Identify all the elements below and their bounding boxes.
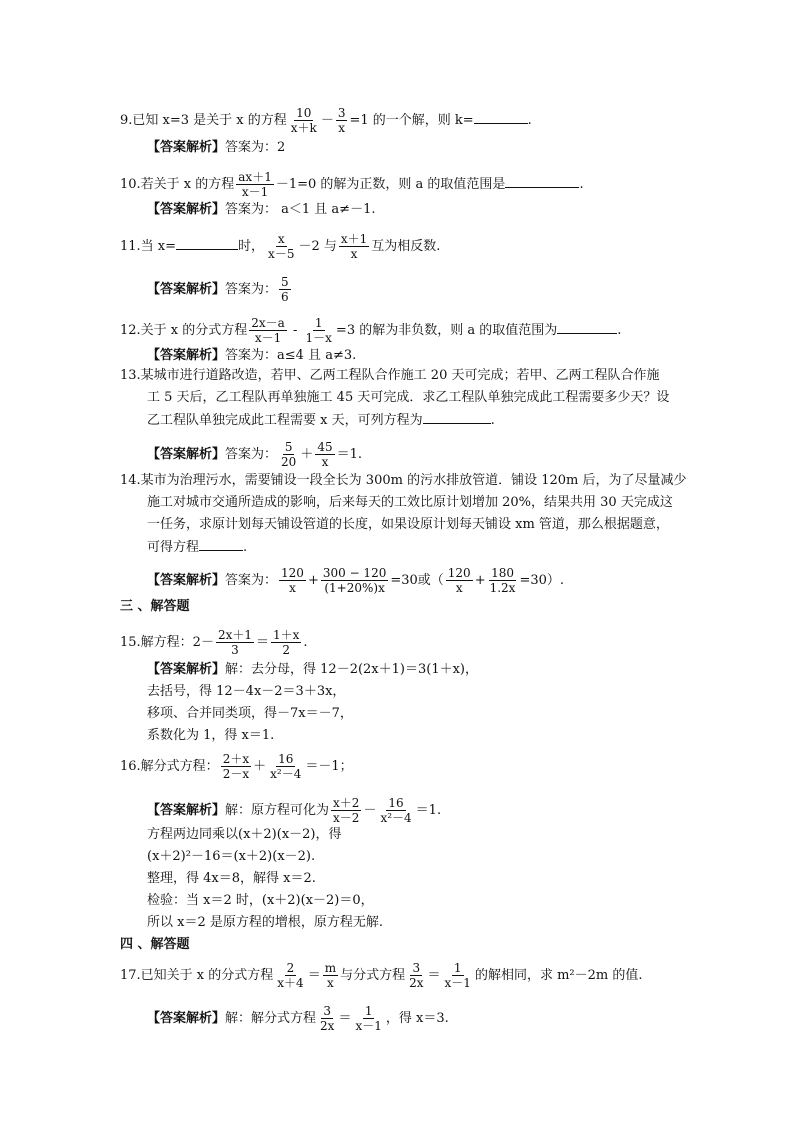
question-14-line-3: 一任务，求原计划每天铺设管道的长度，如果设原计划每天铺设 xm 管道，那么根据题意， — [147, 517, 669, 532]
question-13-line-3: 乙工程队单独完成此工程需要 x 天，可列方程为 . — [147, 413, 495, 428]
answer-label: 【答案解析】 — [147, 348, 226, 363]
answer-label: 【答案解析】 — [147, 803, 226, 818]
q17-fraction-1: $\frac{2}{x+4}$ — [277, 961, 304, 990]
question-15: 15.解方程：2－ $\frac{2x+1}{3}$ ＝ $\frac{1+x}{2}$ . — [120, 628, 308, 657]
answer-16-line-3: (x＋2)²－16＝(x＋2)(x－2). — [147, 849, 316, 864]
answer-label: 【答案解析】 — [147, 1011, 226, 1026]
a14-fraction-4: $\frac{180}{1.2x}$ — [489, 566, 516, 595]
question-11: 11.当 x= 时， $\frac{x}{x-5}$ －2 与 $\frac{x+1}{x}$ 互为相反数. — [120, 232, 441, 261]
a13-fraction-1: $\frac{5}{20}$ — [281, 440, 297, 469]
q17-fraction-4: $\frac{1}{x-1}$ — [444, 961, 471, 990]
q11-fraction-2: $\frac{x+1}{x}$ — [340, 232, 368, 261]
q10-fraction: $\frac{ax+1}{x-1}$ — [238, 170, 272, 199]
answer-label: 【答案解析】 — [147, 447, 226, 462]
section-4-heading: 四 、解答题 — [120, 937, 190, 952]
a13-fraction-2: $\frac{45}{x}$ — [317, 440, 333, 469]
question-13-line-1: 13.某城市进行道路改造，若甲、乙两工程队合作施工 20 天可完成；若甲、乙两工程队合作施 — [120, 368, 660, 383]
answer-label: 【答案解析】 — [147, 662, 226, 677]
answer-16-line-2: 方程两边同乘以(x＋2)(x－2)，得 — [147, 827, 342, 842]
a14-fraction-1: $\frac{120}{x}$ — [281, 566, 304, 595]
question-10: 10.若关于 x 的方程 $\frac{ax+1}{x-1}$ －1=0 的解为正数，则 a 的取值范围是 . — [120, 170, 584, 199]
q17-fraction-3: $\frac{3}{2x}$ — [409, 961, 424, 990]
answer-blank — [423, 411, 491, 424]
answer-15-line-3: 移项、合并同类项，得－7x＝－7， — [147, 706, 353, 721]
answer-15-line-2: 去括号，得 12－4x－2＝3＋3x， — [147, 684, 346, 699]
q16-fraction-2: $\frac{16}{\text{x²－4}}$ — [270, 752, 302, 781]
q11-fraction-1: $\frac{x}{x-5}$ — [268, 232, 295, 261]
answer-blank — [474, 111, 528, 124]
answer-16-line-1: 【答案解析】解：原方程可化为 $\frac{x+2}{x-2}$ － $\frac{16}{\text{x²－4}}$ ＝1. — [147, 796, 442, 825]
answer-blank — [505, 175, 579, 188]
q12-fraction-2: $\frac{1}{1-x}$ — [305, 316, 332, 345]
question-14-line-4: 可得方程 . — [147, 540, 248, 555]
q9-text: 9.已知 x=3 是关于 x 的方程 — [120, 113, 287, 128]
answer-16-line-4: 整理，得 4x＝8，解得 x＝2. — [147, 871, 316, 886]
answer-11: 【答案解析】答案为： $\frac{5}{6}$ — [147, 275, 289, 304]
answer-10: 【答案解析】答案为： a＜1 且 a≠－1. — [147, 202, 376, 217]
question-13-line-2: 工 5 天后，乙工程队再单独施工 45 天可完成．求乙工程队单独完成此工程需要多少天？设 — [147, 390, 670, 405]
answer-blank — [199, 538, 243, 551]
answer-17: 【答案解析】解：解分式方程 $\frac{3}{2x}$ ＝ $\frac{1}{x-1}$ ，得 x＝3. — [147, 1004, 449, 1033]
a16-fraction-2: $\frac{16}{\text{x²－4}}$ — [380, 796, 412, 825]
answer-label: 【答案解析】 — [147, 140, 226, 155]
a11-fraction: $\frac{5}{6}$ — [281, 275, 289, 304]
answer-16-line-5: 检验：当 x＝2 时，(x＋2)(x－2)＝0， — [147, 893, 374, 908]
a17-fraction-1: $\frac{3}{2x}$ — [320, 1004, 335, 1033]
q17-fraction-2: $\frac{m}{x}$ — [324, 961, 337, 990]
question-12: 12.关于 x 的分式方程 $\frac{2x-a}{x-1}$ - $\frac{1}{1-x}$ =3 的解为非负数，则 a 的取值范围为 . — [120, 316, 622, 345]
question-17: 17.已知关于 x 的分式方程 $\frac{2}{x+4}$ ＝ $\frac{m}{x}$ 与分式方程 $\frac{3}{2x}$ ＝ $\frac{1}{x-1}$ 的解相同，求 m²－2m 的值. — [120, 961, 643, 990]
answer-label: 【答案解析】 — [147, 202, 226, 217]
answer-12: 【答案解析】答案为：a≤4 且 a≠3. — [147, 348, 357, 363]
a17-fraction-2: $\frac{1}{x-1}$ — [355, 1004, 382, 1033]
answer-label: 【答案解析】 — [147, 282, 226, 297]
answer-blank — [557, 321, 617, 334]
q12-fraction-1: $\frac{2x-a}{x-1}$ — [251, 316, 285, 345]
question-14-line-2: 施工对城市交通所造成的影响，后来每天的工效比原计划增加 20%，结果共用 30 天完成这 — [147, 495, 673, 510]
answer-blank — [176, 237, 238, 250]
answer-15-line-1: 【答案解析】解：去分母，得 12－2(2x＋1)＝3(1＋x)， — [147, 662, 478, 677]
question-9: 9.已知 x=3 是关于 x 的方程 $\frac{10}{x+k}$ － $\frac{3}{x}$ =1 的一个解，则 k= . — [120, 106, 532, 135]
question-16: 16.解分式方程： $\frac{2+x}{2-x}$ ＋ $\frac{16}{\text{x²－4}}$ ＝－1； — [120, 752, 353, 781]
section-3-heading: 三 、解答题 — [120, 599, 190, 614]
answer-14: 【答案解析】答案为： $\frac{120}{x}$ + $\frac{300 - 120}{(1+20\%)x}$ =30或（ $\frac{120}{x}$ + $\frac{180}{1.2x}$ =30）. — [147, 566, 565, 595]
q9-fraction-2: $\frac{3}{x}$ — [337, 106, 346, 135]
a16-fraction-1: $\frac{x+2}{x-2}$ — [333, 796, 360, 825]
answer-15-line-4: 系数化为 1，得 x＝1. — [147, 728, 275, 743]
q15-fraction-2: $\frac{1+x}{2}$ — [273, 628, 300, 657]
question-14-line-1: 14.某市为治理污水，需要铺设一段全长为 300m 的污水排放管道．铺设 120m 后，为了尽量减少 — [120, 473, 687, 488]
answer-label: 【答案解析】 — [147, 573, 226, 588]
q16-fraction-1: $\frac{2+x}{2-x}$ — [222, 752, 250, 781]
a14-fraction-3: $\frac{120}{x}$ — [447, 566, 471, 595]
answer-13: 【答案解析】答案为： $\frac{5}{20}$ ＋ $\frac{45}{x}$ ＝1. — [147, 440, 363, 469]
answer-16-line-6: 所以 x＝2 是原方程的增根，原方程无解. — [147, 915, 383, 930]
q9-fraction-1: $\frac{10}{x+k}$ — [290, 106, 317, 135]
a14-fraction-2: $\frac{300 - 120}{(1+20\%)x}$ — [322, 566, 387, 595]
q15-fraction-1: $\frac{2x+1}{3}$ — [217, 628, 252, 657]
answer-9: 【答案解析】答案为：2 — [147, 140, 286, 155]
